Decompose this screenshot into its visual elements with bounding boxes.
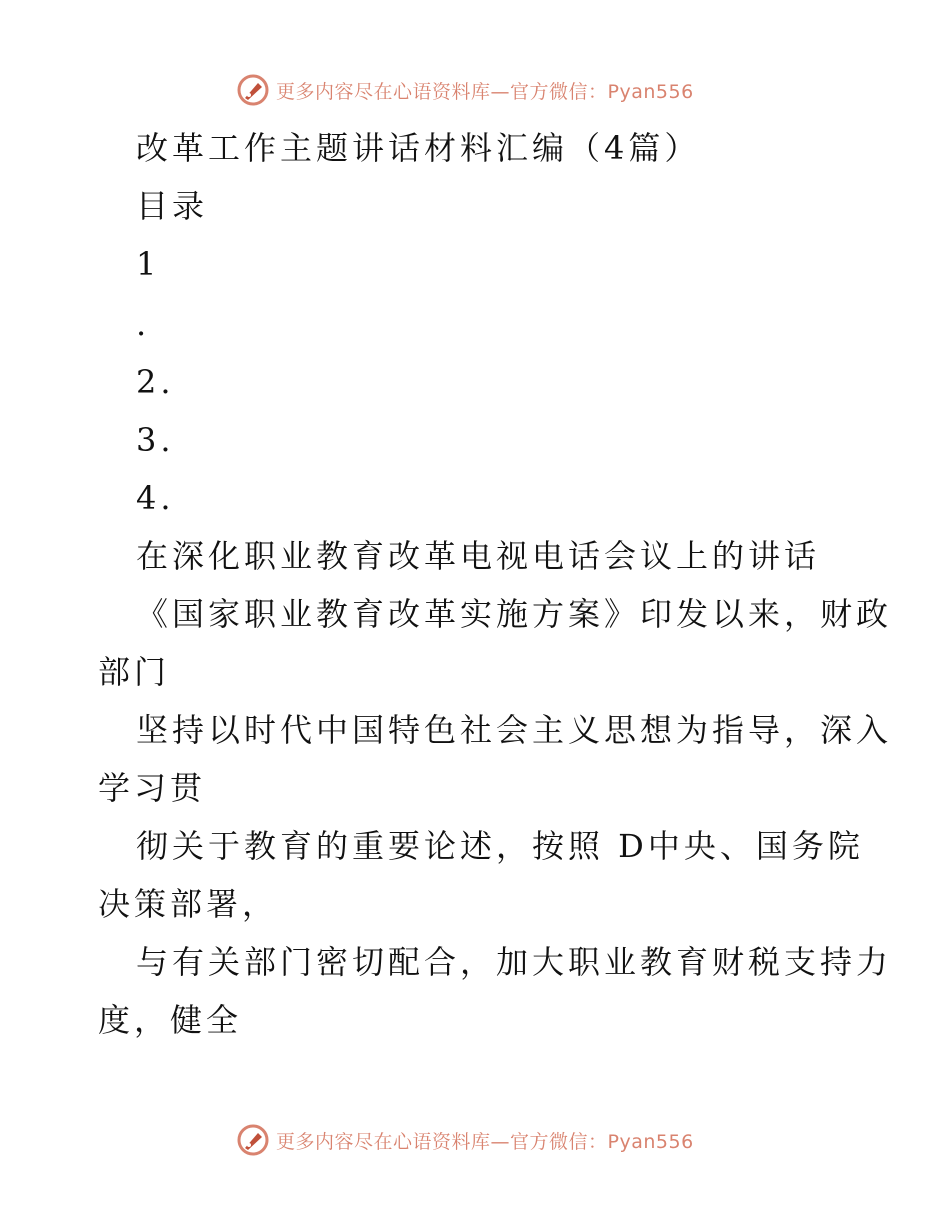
pen-nib-icon (236, 1123, 270, 1157)
toc-item-4: 3. (136, 421, 175, 459)
section-title: 在深化职业教育改革电视电话会议上的讲话 (136, 537, 821, 575)
toc-item-5: 4. (136, 479, 175, 517)
header-watermark-banner (236, 70, 694, 110)
paragraph-4-line-2: 度，健全 (98, 1001, 243, 1039)
toc-item-1: 1 (136, 245, 161, 283)
toc-item-3: 2. (136, 363, 175, 401)
paragraph-2-line-1: 坚持以时代中国特色社会主义思想为指导，深入 (136, 711, 893, 749)
paragraph-4-line-1: 与有关部门密切配合，加大职业教育财税支持力 (136, 943, 893, 981)
header-banner-text: 更多内容尽在心语资料库—官方微信：Pyan556 (276, 80, 694, 103)
document-title: 改革工作主题讲话材料汇编（4篇） (136, 129, 701, 167)
footer-banner-text: 更多内容尽在心语资料库—官方微信：Pyan556 (276, 1130, 694, 1153)
footer-watermark-banner (236, 1120, 694, 1160)
toc-item-2: . (136, 305, 151, 343)
paragraph-1-line-1: 《国家职业教育改革实施方案》印发以来，财政 (136, 595, 893, 633)
toc-heading: 目录 (136, 187, 209, 225)
paragraph-2-line-2: 学习贯 (98, 769, 207, 807)
paragraph-3-line-1: 彻关于教育的重要论述，按照 D中央、国务院 (136, 827, 864, 865)
pen-nib-icon (236, 73, 270, 107)
paragraph-3-line-2: 决策部署， (98, 885, 279, 923)
paragraph-1-line-2: 部门 (98, 653, 171, 691)
